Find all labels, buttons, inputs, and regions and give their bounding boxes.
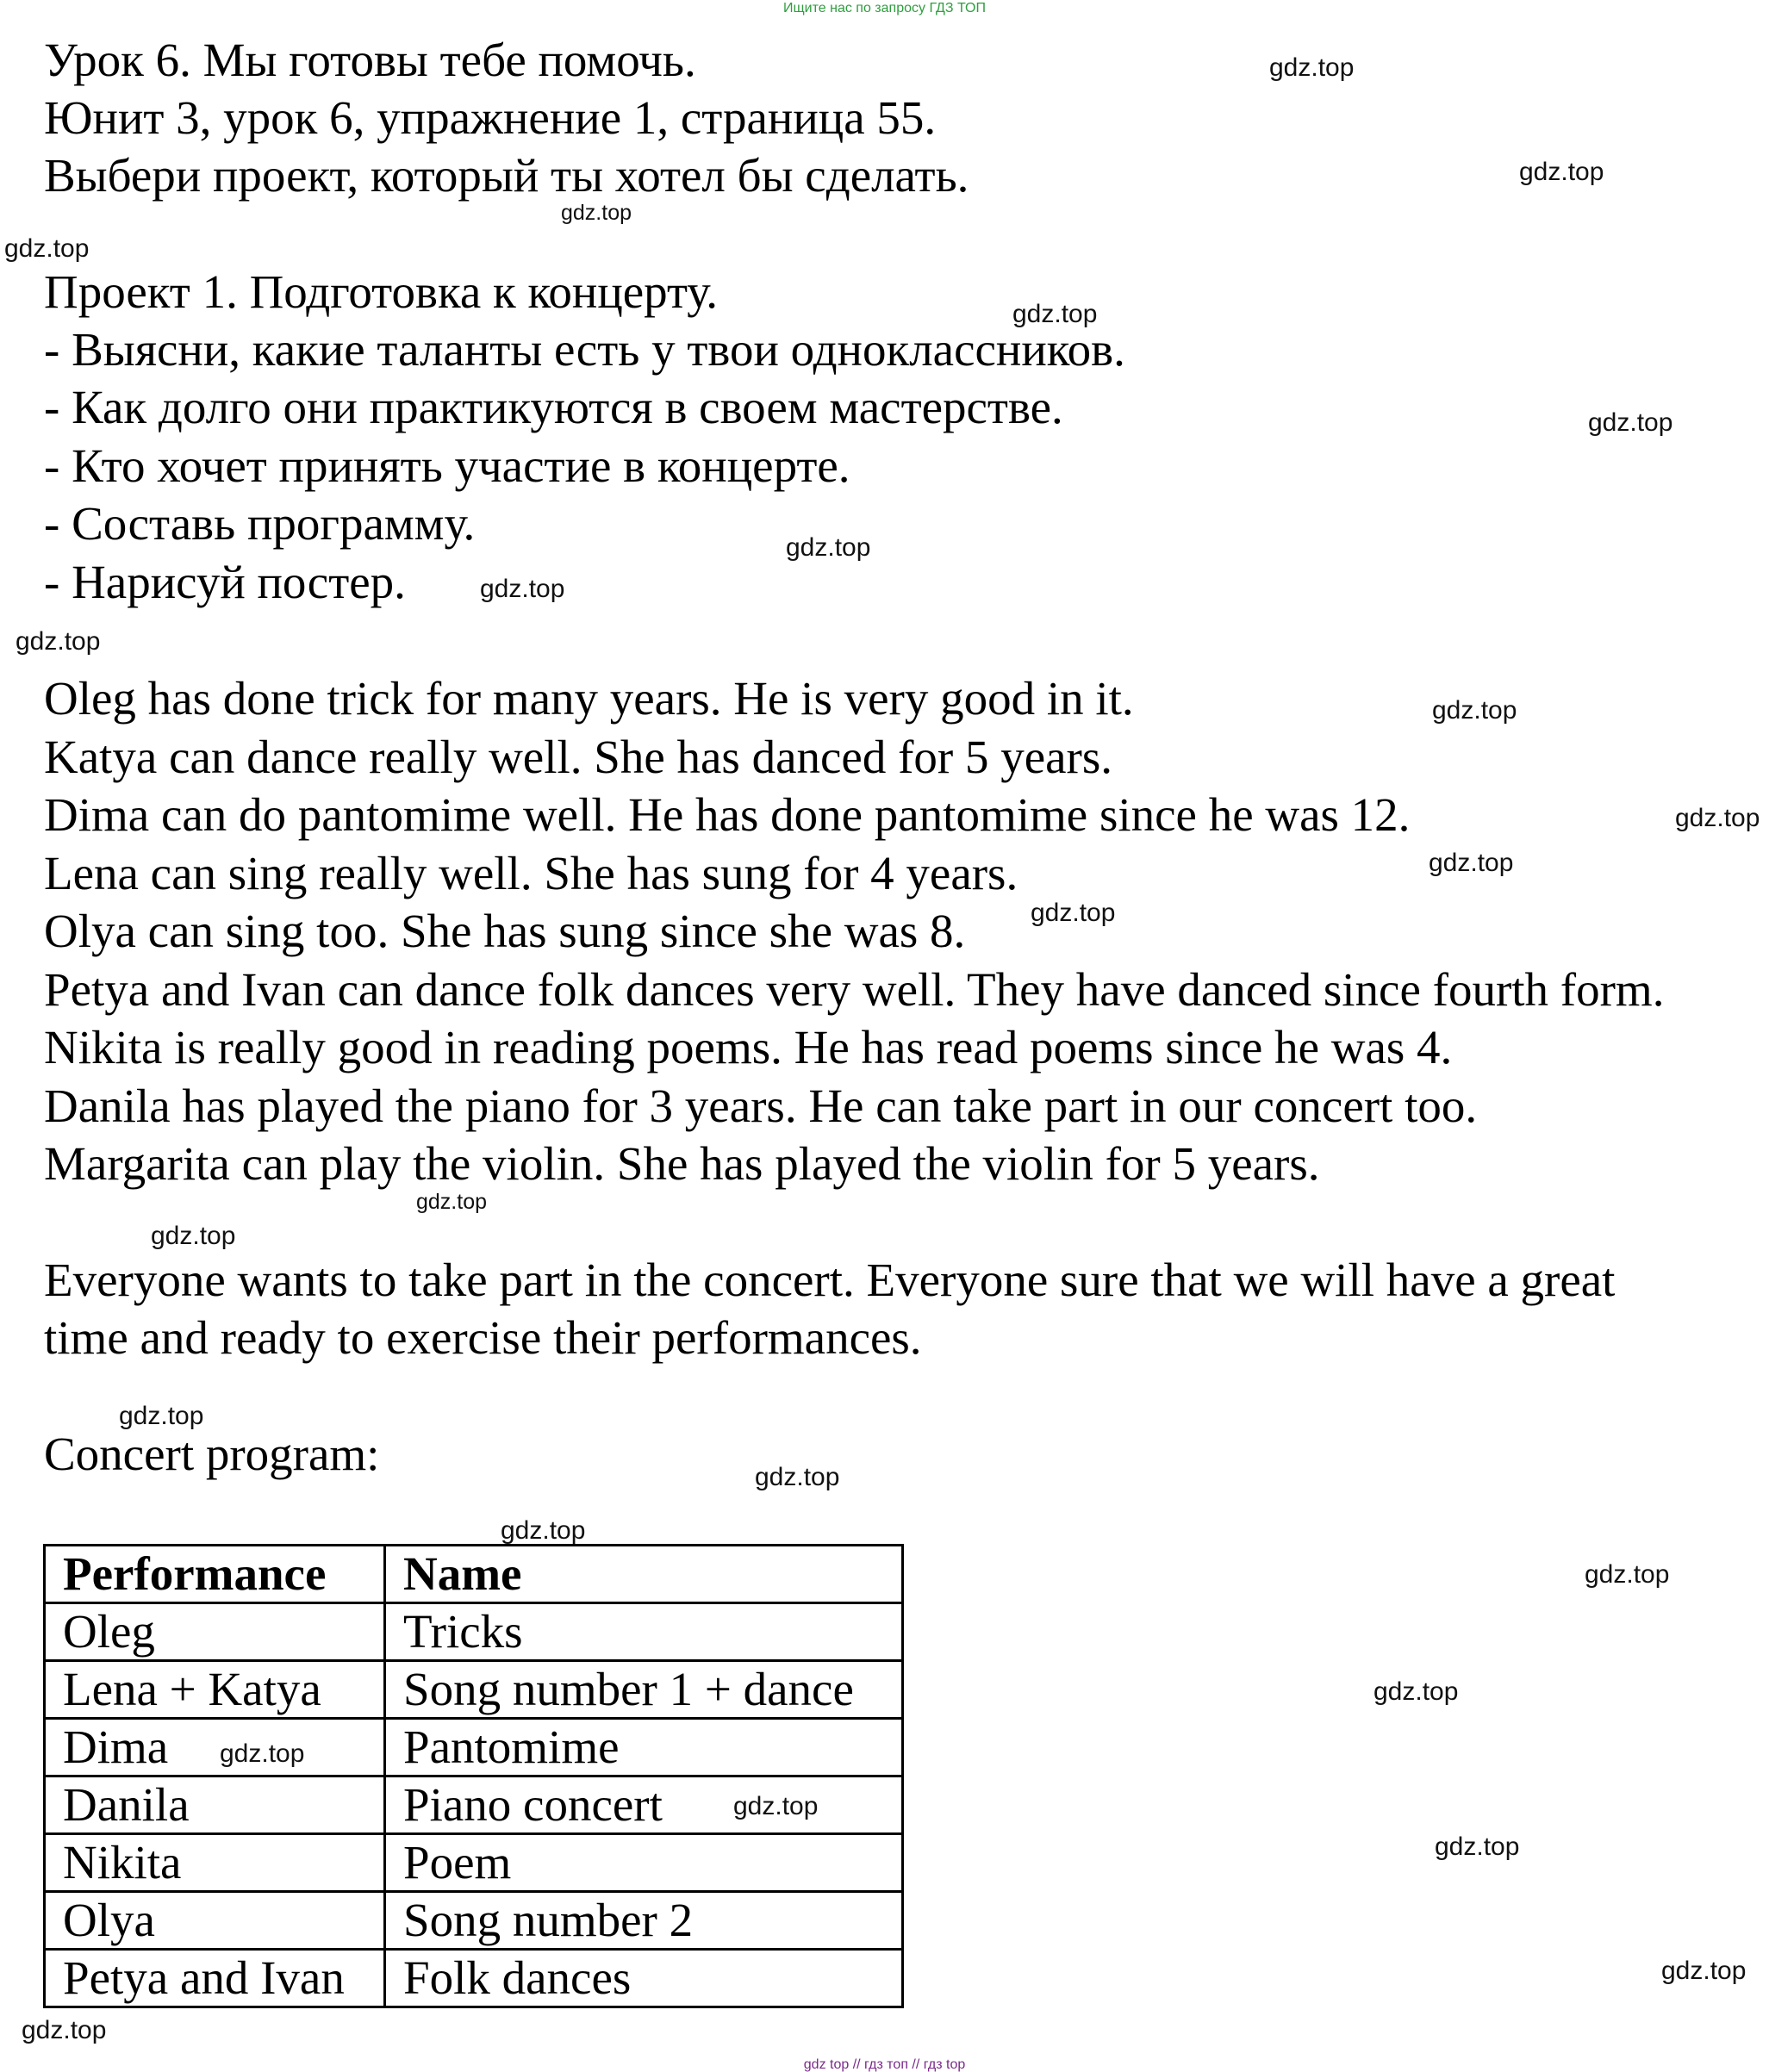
table-row: [45, 1834, 903, 1892]
act-cell: Piano concert: [385, 1776, 903, 1834]
watermark: gdz.top: [1031, 899, 1116, 927]
answer-line: Danila has played the piano for 3 years. He can take part in our concert too.: [44, 1080, 1478, 1132]
performer-cell: Danila: [45, 1776, 385, 1834]
watermark: gdz.top: [220, 1739, 305, 1768]
project-item: - Кто хочет принять участие в концерте.: [44, 439, 850, 492]
answer-line: Oleg has done trick for many years. He is very good in it.: [44, 672, 1134, 725]
watermark: gdz.top: [151, 1222, 236, 1250]
column-header-performance: Performance: [45, 1546, 385, 1603]
watermark: gdz.top: [1661, 1957, 1747, 1985]
watermark: gdz.top: [733, 1792, 819, 1820]
answer-line: Petya and Ivan can dance folk dances very well. They have danced since fourth form.: [44, 963, 1665, 1016]
project-item: - Выясни, какие таланты есть у твои одноклассников.: [44, 323, 1125, 376]
table-header-row: [45, 1546, 903, 1603]
watermark: gdz.top: [1675, 804, 1760, 832]
watermark: gdz.top: [1429, 849, 1514, 877]
watermark: gdz.top: [416, 1190, 488, 1214]
watermark: gdz.top: [119, 1402, 204, 1430]
watermark: gdz.top: [1519, 158, 1604, 186]
task-text: Выбери проект, который ты хотел бы сделать.: [44, 149, 969, 202]
project-item: - Составь программу.: [44, 497, 476, 550]
performer-cell: Oleg: [45, 1603, 385, 1661]
watermark: gdz.top: [1588, 408, 1673, 437]
watermark: gdz.top: [4, 234, 90, 263]
summary-line: Everyone wants to take part in the concert. Everyone sure that we will have a great: [44, 1254, 1616, 1306]
answer-line: Olya can sing too. She has sung since she was 8.: [44, 905, 966, 957]
top-banner: Ищите нас по запросу ГДЗ ТОП: [783, 1, 986, 16]
watermark: gdz.top: [1432, 696, 1517, 725]
watermark: gdz.top: [786, 533, 871, 562]
watermark: gdz.top: [561, 201, 632, 225]
table-row: [45, 1719, 903, 1776]
bottom-watermark-bar: gdz top // гдз топ // гдз top: [803, 2057, 966, 2072]
table-row: [45, 1892, 903, 1950]
act-cell: Tricks: [385, 1603, 903, 1661]
lesson-title: Урок 6. Мы готовы тебе помочь.: [44, 34, 696, 86]
table-row: [45, 1950, 903, 2007]
program-title: Concert program:: [44, 1428, 380, 1480]
watermark: gdz.top: [1585, 1560, 1670, 1589]
watermark: gdz.top: [1269, 53, 1355, 82]
watermark: gdz.top: [22, 2016, 107, 2044]
watermark: gdz.top: [755, 1463, 840, 1491]
performer-cell: Olya: [45, 1892, 385, 1950]
project-item: - Нарисуй постер.: [44, 556, 406, 608]
watermark: gdz.top: [16, 627, 101, 656]
answer-line: Margarita can play the violin. She has played the violin for 5 years.: [44, 1137, 1320, 1190]
watermark: gdz.top: [480, 575, 565, 603]
answer-line: Lena can sing really well. She has sung for 4 years.: [44, 847, 1018, 899]
exercise-reference: Юнит 3, урок 6, упражнение 1, страница 55.: [44, 91, 937, 144]
act-cell: Pantomime: [385, 1719, 903, 1776]
watermark: gdz.top: [1373, 1677, 1459, 1706]
act-cell: Song number 2: [385, 1892, 903, 1950]
answer-line: Dima can do pantomime well. He has done pantomime since he was 12.: [44, 788, 1411, 841]
act-cell: Folk dances: [385, 1950, 903, 2007]
performer-cell: Lena + Katya: [45, 1661, 385, 1719]
project-title: Проект 1. Подготовка к концерту.: [44, 265, 719, 318]
table-row: [45, 1661, 903, 1719]
answer-line: Katya can dance really well. She has danced for 5 years.: [44, 731, 1112, 783]
act-cell: Song number 1 + dance: [385, 1661, 903, 1719]
performer-cell: Petya and Ivan: [45, 1950, 385, 2007]
watermark: gdz.top: [1012, 300, 1098, 328]
answer-line: Nikita is really good in reading poems. He has read poems since he was 4.: [44, 1021, 1453, 1073]
column-header-name: Name: [385, 1546, 903, 1603]
summary-line: time and ready to exercise their performances.: [44, 1311, 922, 1364]
performer-cell: Dima: [45, 1719, 385, 1776]
table-row: [45, 1603, 903, 1661]
project-item: - Как долго они практикуются в своем мастерстве.: [44, 381, 1063, 433]
watermark: gdz.top: [1435, 1832, 1520, 1861]
performer-cell: Nikita: [45, 1834, 385, 1892]
watermark: gdz.top: [501, 1516, 586, 1545]
act-cell: Poem: [385, 1834, 903, 1892]
concert-program-table: [43, 1544, 904, 2008]
